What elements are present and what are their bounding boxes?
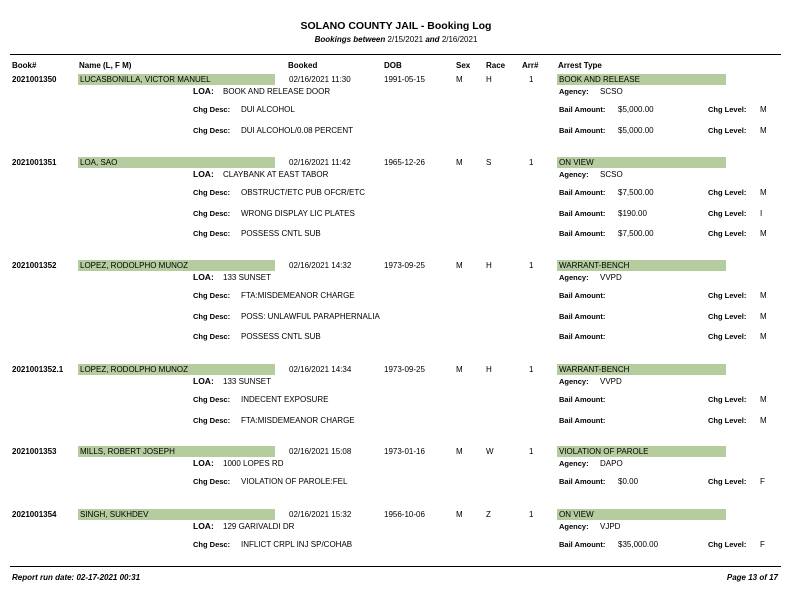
report-subtitle [0, 35, 792, 44]
chg-level-label: Chg Level: [708, 126, 747, 135]
chg-level-label: Chg Level: [708, 332, 747, 341]
bail-amount: $190.00 [618, 209, 647, 218]
report-run-date: Report run date: 02-17-2021 00:31 [12, 573, 141, 582]
bail-amount-label: Bail Amount: [559, 105, 606, 114]
date-of-birth: 1956-10-06 [384, 510, 425, 519]
booked-datetime: 02/16/2021 14:34 [289, 365, 352, 374]
bail-amount-label: Bail Amount: [559, 126, 606, 135]
booked-datetime: 02/16/2021 15:32 [289, 510, 352, 519]
location-of-arrest: 133 SUNSET [223, 273, 272, 282]
book-number: 2021001351 [12, 158, 57, 167]
race: Z [486, 510, 491, 519]
inmate-name: LUCASBONILLA, VICTOR MANUEL [80, 75, 211, 84]
bail-amount: $35,000.00 [618, 540, 659, 549]
race: W [486, 447, 494, 456]
chg-level-label: Chg Level: [708, 312, 747, 321]
chg-level-label: Chg Level: [708, 477, 747, 486]
charge-description: POSSESS CNTL SUB [241, 332, 321, 341]
chg-desc-label: Chg Desc: [193, 312, 231, 321]
inmate-name: SINGH, SUKHDEV [80, 510, 149, 519]
date-of-birth: 1965-12-26 [384, 158, 425, 167]
chg-level-label: Chg Level: [708, 395, 747, 404]
chg-desc-label: Chg Desc: [193, 477, 231, 486]
charge-level: M [760, 416, 767, 425]
charge-description: VIOLATION OF PAROLE:FEL [241, 477, 348, 486]
sex: M [456, 365, 463, 374]
chg-desc-label: Chg Desc: [193, 332, 231, 341]
sex: M [456, 510, 463, 519]
col-header-arr: Arr# [522, 61, 539, 70]
charge-level: F [760, 540, 765, 549]
arrest-type: ON VIEW [559, 158, 594, 167]
col-header-booked: Booked [288, 61, 318, 70]
bail-amount: $7,500.00 [618, 188, 654, 197]
chg-level-label: Chg Level: [708, 229, 747, 238]
sex: M [456, 75, 463, 84]
col-header-name: Name (L, F M) [79, 61, 132, 70]
page-number: Page 13 of 17 [726, 573, 778, 582]
col-header-sex: Sex [456, 61, 471, 70]
charge-description: POSS: UNLAWFUL PARAPHERNALIA [241, 312, 380, 321]
bail-amount: $7,500.00 [618, 229, 654, 238]
charge-description: WRONG DISPLAY LIC PLATES [241, 209, 355, 218]
arrest-number: 1 [529, 510, 534, 519]
inmate-name: LOPEZ, RODOLPHO MUNOZ [80, 365, 189, 374]
charge-level: M [760, 332, 767, 341]
bail-amount-label: Bail Amount: [559, 332, 606, 341]
chg-desc-label: Chg Desc: [193, 229, 231, 238]
loa-label: LOA: [193, 272, 214, 282]
agency: VVPD [600, 377, 622, 386]
subtitle-and: and [425, 35, 440, 44]
chg-desc-label: Chg Desc: [193, 126, 231, 135]
booked-datetime: 02/16/2021 11:30 [289, 75, 351, 84]
book-number: 2021001353 [12, 447, 57, 456]
date-from: 2/15/2021 [387, 35, 424, 44]
charge-description: FTA:MISDEMEANOR CHARGE [241, 291, 355, 300]
subtitle-prefix: Bookings between [314, 35, 386, 44]
date-of-birth: 1973-01-16 [384, 447, 425, 456]
arrest-type: WARRANT-BENCH [559, 261, 630, 270]
inmate-name: LOPEZ, RODOLPHO MUNOZ [80, 261, 189, 270]
charge-description: INDECENT EXPOSURE [241, 395, 329, 404]
location-of-arrest: 1000 LOPES RD [223, 459, 284, 468]
bail-amount-label: Bail Amount: [559, 477, 606, 486]
chg-level-label: Chg Level: [708, 291, 747, 300]
chg-level-label: Chg Level: [708, 416, 747, 425]
book-number: 2021001350 [12, 75, 57, 84]
charge-level: M [760, 395, 767, 404]
chg-desc-label: Chg Desc: [193, 416, 231, 425]
charge-description: FTA:MISDEMEANOR CHARGE [241, 416, 355, 425]
arrest-number: 1 [529, 75, 534, 84]
date-to: 2/16/2021 [441, 35, 478, 44]
charge-level: M [760, 291, 767, 300]
book-number: 2021001354 [12, 510, 57, 519]
arrest-number: 1 [529, 158, 534, 167]
charge-level: F [760, 477, 765, 486]
book-number: 2021001352 [12, 261, 57, 270]
charge-description: OBSTRUCT/ETC PUB OFCR/ETC [241, 188, 366, 197]
agency-label: Agency: [559, 273, 589, 282]
inmate-name: MILLS, ROBERT JOSEPH [80, 447, 175, 456]
race: H [486, 75, 492, 84]
location-of-arrest: CLAYBANK AT EAST TABOR [223, 170, 329, 179]
charge-level: M [760, 126, 767, 135]
location-of-arrest: 129 GARIVALDI DR [223, 522, 295, 531]
agency-label: Agency: [559, 459, 589, 468]
agency: DAPO [600, 459, 623, 468]
charge-level: M [760, 312, 767, 321]
charge-level: M [760, 229, 767, 238]
chg-level-label: Chg Level: [708, 540, 747, 549]
bail-amount: $5,000.00 [618, 105, 654, 114]
chg-level-label: Chg Level: [708, 188, 747, 197]
agency: SCSO [600, 87, 623, 96]
arrest-type: ON VIEW [559, 510, 594, 519]
loa-label: LOA: [193, 521, 214, 531]
charge-level: M [760, 188, 767, 197]
arrest-number: 1 [529, 261, 534, 270]
col-header-dob: DOB [384, 61, 402, 70]
date-of-birth: 1973-09-25 [384, 261, 425, 270]
charge-description: INFLICT CRPL INJ SP/COHAB [241, 540, 353, 549]
bail-amount-label: Bail Amount: [559, 188, 606, 197]
col-header-arrest-type: Arrest Type [558, 61, 602, 70]
bail-amount-label: Bail Amount: [559, 291, 606, 300]
arrest-number: 1 [529, 447, 534, 456]
book-number: 2021001352.1 [12, 365, 64, 374]
footer-rule [10, 566, 781, 567]
charge-level: M [760, 105, 767, 114]
race: H [486, 365, 492, 374]
charge-level: I [760, 209, 763, 218]
col-header-race: Race [486, 61, 506, 70]
agency-label: Agency: [559, 377, 589, 386]
arrest-number: 1 [529, 365, 534, 374]
sex: M [456, 261, 463, 270]
sex: M [456, 158, 463, 167]
date-of-birth: 1973-09-25 [384, 365, 425, 374]
charge-description: DUI ALCOHOL/0.08 PERCENT [241, 126, 354, 135]
loa-label: LOA: [193, 376, 214, 386]
arrest-type: BOOK AND RELEASE [559, 75, 640, 84]
agency-label: Agency: [559, 522, 589, 531]
sex: M [456, 447, 463, 456]
chg-desc-label: Chg Desc: [193, 209, 231, 218]
arrest-type: VIOLATION OF PAROLE [559, 447, 649, 456]
arrest-type: WARRANT-BENCH [559, 365, 630, 374]
race: S [486, 158, 492, 167]
agency: VVPD [600, 273, 622, 282]
bail-amount-label: Bail Amount: [559, 312, 606, 321]
bail-amount-label: Bail Amount: [559, 229, 606, 238]
report-title: SOLANO COUNTY JAIL - Booking Log [300, 20, 492, 32]
booked-datetime: 02/16/2021 15:08 [289, 447, 352, 456]
agency-label: Agency: [559, 87, 589, 96]
chg-desc-label: Chg Desc: [193, 291, 231, 300]
chg-level-label: Chg Level: [708, 209, 747, 218]
bail-amount: $0.00 [618, 477, 639, 486]
chg-desc-label: Chg Desc: [193, 105, 231, 114]
bail-amount-label: Bail Amount: [559, 209, 606, 218]
loa-label: LOA: [193, 458, 214, 468]
bail-amount-label: Bail Amount: [559, 540, 606, 549]
location-of-arrest: BOOK AND RELEASE DOOR [223, 87, 331, 96]
charge-description: POSSESS CNTL SUB [241, 229, 321, 238]
bail-amount: $5,000.00 [618, 126, 654, 135]
booked-datetime: 02/16/2021 11:42 [289, 158, 351, 167]
loa-label: LOA: [193, 86, 214, 96]
col-header-book: Book# [12, 61, 37, 70]
charge-description: DUI ALCOHOL [241, 105, 295, 114]
loa-label: LOA: [193, 169, 214, 179]
date-of-birth: 1991-05-15 [384, 75, 425, 84]
booked-datetime: 02/16/2021 14:32 [289, 261, 352, 270]
chg-desc-label: Chg Desc: [193, 188, 231, 197]
agency: VJPD [600, 522, 621, 531]
race: H [486, 261, 492, 270]
bail-amount-label: Bail Amount: [559, 416, 606, 425]
inmate-name: LOA, SAO [80, 158, 118, 167]
agency-label: Agency: [559, 170, 589, 179]
agency: SCSO [600, 170, 623, 179]
header-top-rule [10, 54, 781, 55]
chg-level-label: Chg Level: [708, 105, 747, 114]
chg-desc-label: Chg Desc: [193, 540, 231, 549]
chg-desc-label: Chg Desc: [193, 395, 231, 404]
bail-amount-label: Bail Amount: [559, 395, 606, 404]
location-of-arrest: 133 SUNSET [223, 377, 272, 386]
